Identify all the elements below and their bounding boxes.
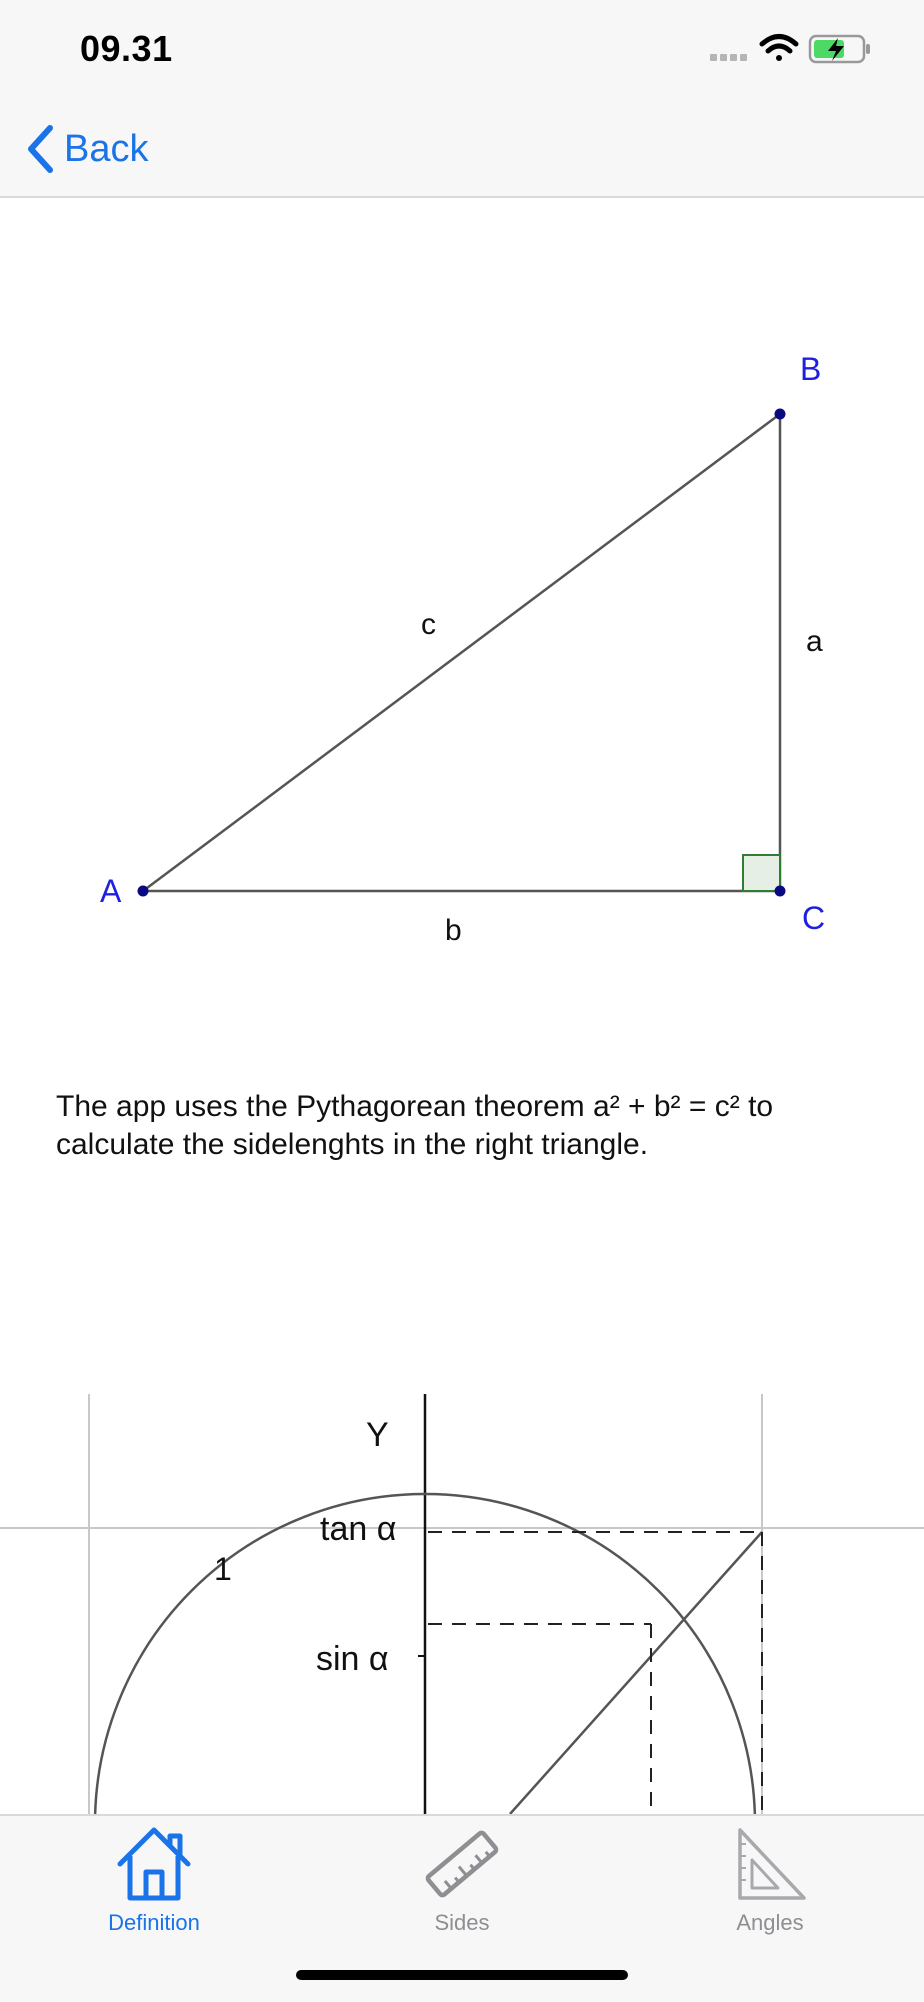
vertex-c-label: C xyxy=(802,900,826,936)
radius-label: 1 xyxy=(214,1551,232,1587)
home-indicator xyxy=(296,1970,628,1980)
side-c-line xyxy=(143,414,780,891)
tab-definition-label: Definition xyxy=(108,1910,200,1935)
tab-sides[interactable] xyxy=(308,1816,616,1936)
vertex-c-point xyxy=(775,886,786,897)
house-icon xyxy=(114,1824,194,1904)
status-time: 09.31 xyxy=(80,28,173,69)
set-square-icon xyxy=(730,1824,810,1904)
vertex-b-label: B xyxy=(800,351,822,387)
angle-ray-line xyxy=(510,1532,762,1814)
tab-definition[interactable] xyxy=(0,1816,308,1936)
back-button[interactable] xyxy=(26,122,148,176)
ruler-icon xyxy=(422,1824,502,1904)
navigation-bar xyxy=(0,100,924,198)
side-c-label: c xyxy=(421,608,436,641)
tab-sides-label: Sides xyxy=(434,1910,490,1935)
tan-alpha-label: tan α xyxy=(320,1510,397,1548)
tab-angles-label: Angles xyxy=(736,1910,804,1935)
description-text: The app uses the Pythagorean theorem a² + b² = c² to calculate the sidelenghts in the right triangle. xyxy=(56,1090,774,1161)
chevron-left-icon xyxy=(26,124,54,174)
back-label: Back xyxy=(64,127,149,170)
battery-charging-icon xyxy=(810,36,870,62)
vertex-a-point xyxy=(138,886,149,897)
vertex-a-label: A xyxy=(100,873,122,909)
status-bar xyxy=(0,0,924,100)
right-triangle-diagram xyxy=(0,198,924,998)
vertex-b-point xyxy=(775,409,786,420)
tab-angles[interactable] xyxy=(616,1816,924,1936)
side-a-label: a xyxy=(806,625,823,658)
unit-circle-diagram xyxy=(0,1394,924,1814)
right-angle-marker xyxy=(743,855,780,891)
content-scroll[interactable] xyxy=(0,198,924,1814)
sin-alpha-label: sin α xyxy=(316,1640,389,1678)
signal-icon xyxy=(710,54,747,61)
status-icons xyxy=(710,30,880,70)
wifi-icon xyxy=(762,37,796,62)
side-b-label: b xyxy=(445,914,462,947)
y-axis-label: Y xyxy=(366,1416,389,1454)
